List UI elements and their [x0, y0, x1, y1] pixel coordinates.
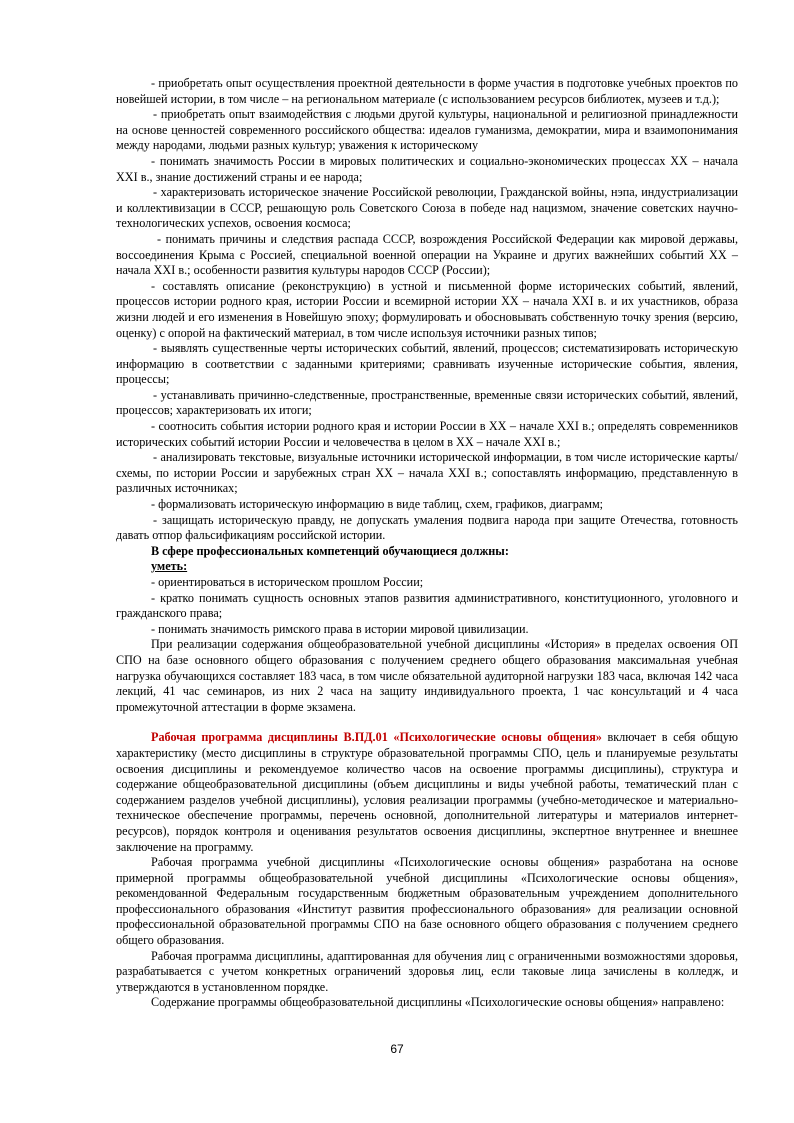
paragraph: - составлять описание (реконструкцию) в устной и письменной форме исторических событий, явлений, процессов истории родного края, истории России и всемирной истории XX – начала XXI в. и их участников, образа жизни людей и его изменения в Новейшую эпоху; формулировать и обосновывать собственную точку зрения (версию, оценку) с опорой на фактический материал, в том числе используя источники разных типов; — [116, 278, 738, 340]
program-title: Рабочая программа дисциплины В.ПД.01 «Психологические основы общения» — [151, 730, 602, 745]
prof-competencies-heading: В сфере профессиональных компетенций обучающиеся должны: — [151, 543, 509, 558]
paragraph: - понимать значимость России в мировых политических и социально-экономических процессах XX – начала XXI в., знание достижений страны и ее народа; — [116, 153, 738, 184]
program-paragraph: Рабочая программа учебной дисциплины «Психологические основы общения» разработана на основе примерной программы общеобразовательной учебной дисциплины «Психологические основы общения», рекомендованной Федеральным государственным бюджетным образовательным учреждением дополнительного профессионального образования «Институт развития профессионального образования» для реализации основной профессиональной образовательной программы СПО на базе основного общего образования с получением среднего общего образования. — [116, 855, 738, 948]
paragraph: - анализировать текстовые, визуальные источники исторической информации, в том числе исторические карты/схемы, по истории России и зарубежных стран XX – начала XXI в.; сопоставлять информацию, представленную в различных источниках; — [116, 450, 738, 496]
paragraph: - соотносить события истории родного края и истории России в XX – начале XXI в.; определять современников исторических событий истории России и человечества в целом в XX – начале XXI в.; — [116, 419, 738, 449]
prof-item: - понимать значимость римского права в истории мировой цивилизации. — [151, 621, 529, 636]
paragraph: - приобретать опыт осуществления проектной деятельности в форме участия в подготовке учебных проектов по новейшей истории, в том числе – на региональном материале (с использованием ресурсов библиотек, музеев и т.д.); — [116, 76, 738, 106]
prof-item: - кратко понимать сущность основных этапов развития административного, конституционного, уголовного и гражданского права; — [116, 590, 738, 621]
program-paragraph: Содержание программы общеобразовательной дисциплины «Психологические основы общения» направлено: — [151, 995, 725, 1010]
program-paragraph: Рабочая программа дисциплины, адаптированная для обучения лиц с ограниченными возможностями здоровья, разрабатывается с учетом конкретных ограничений здоровья лиц, если таковые лица зачислены в колледж, и утверждаются в установленном порядке. — [116, 948, 738, 994]
paragraph: - устанавливать причинно-следственные, пространственные, временные связи исторических событий, явлений, процессов; характеризовать их итоги; — [116, 387, 738, 418]
paragraph: - формализовать историческую информацию в виде таблиц, схем, графиков, диаграмм; — [151, 497, 604, 512]
page-content — [116, 76, 738, 1011]
paragraph: - выявлять существенные черты исторических событий, явлений, процессов; систематизировать историческую информацию в соответствии с заданными критериями; сравнивать изученные исторические события, явления, процессы; — [116, 341, 738, 387]
program-intro-text: включает в себя общую характеристику (место дисциплины в структуре образовательной программы СПО, цель и планируемые результаты освоения дисциплины и рекомендуемое количество часов на освоение программы дисциплины), структура и содержание общеобразовательной дисциплины (объем дисциплины и виды учебной работы, тематический план с содержанием разделов учебной дисциплины), условия реализации программы (учебно-методическое и материально-техническое обеспечение программы, перечень основной, дополнительной литературы и материалов интернет-ресурсов), порядок контроля и оценивания результатов освоения дисциплины, экспертное внутреннее и внешнее заключение на программу. — [116, 730, 738, 854]
paragraph: - понимать причины и следствия распада СССР, возрождения Российской Федерации как мировой державы, воссоединения Крыма с Россией, специальной военной операции на Украине и других важнейших событий XX – начала XXI в.; особенности развития культуры народов СССР (России); — [116, 231, 738, 278]
paragraph: - приобретать опыт взаимодействия с людьми другой культуры, национальной и религиозной принадлежности на основе ценностей современного российского общества: идеалов гуманизма, демократии, мира и взаимопонимания между народами, людьми разных культур; уважения к историческому — [116, 107, 738, 153]
paragraph: - защищать историческую правду, не допускать умаления подвига народа при защите Отечества, готовность давать отпор фальсификациям российской истории. — [116, 512, 738, 543]
prof-competencies-subheading: уметь: — [151, 559, 188, 574]
prof-item: - ориентироваться в историческом прошлом России; — [151, 575, 424, 589]
page-number: 67 — [390, 1042, 404, 1056]
hours-paragraph: При реализации содержания общеобразовательной учебной дисциплины «История» в пределах освоения ОП СПО на базе основного общего образования с получением среднего общего образования максимальная учебная нагрузка обучающихся составляет 183 часа, в том числе обязательной аудиторной нагрузки 183 часа, включая 142 часа лекций, 41 час семинаров, из них 2 часа на защиту индивидуального проекта, 1 час консультаций и 4 часа промежуточной аттестации в форме экзамена. — [116, 637, 738, 714]
program-intro-paragraph — [116, 730, 738, 855]
paragraph: - характеризовать историческое значение Российской революции, Гражданской войны, нэпа, индустриализации и коллективизации в СССР, решающую роль Советского Союза в победе над нацизмом, значение советских научно-технологических успехов, освоения космоса; — [116, 185, 738, 231]
